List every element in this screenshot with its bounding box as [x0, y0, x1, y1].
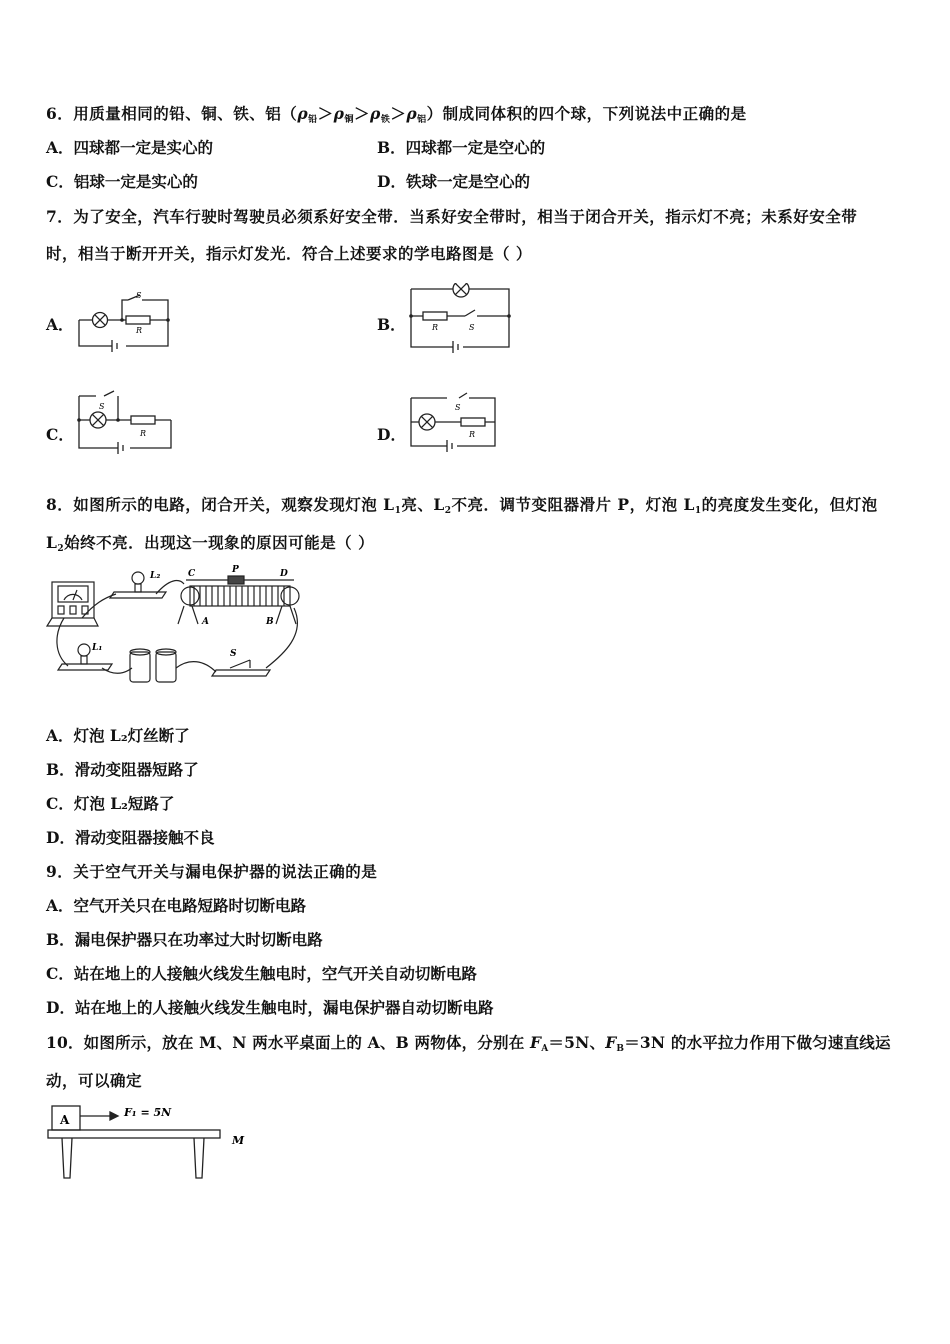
table-m-figure [44, 1098, 254, 1182]
force-label: F₁ = 5N [124, 1106, 172, 1119]
circuit-apparatus-figure [44, 564, 306, 690]
svg-text:S: S [469, 323, 475, 332]
circuit-diagram-d [405, 390, 501, 454]
resistor-label: R [136, 326, 143, 335]
svg-text:S: S [455, 403, 461, 412]
q9-option-a[interactable]: A．空气开关只在电路短路时切断电路 [46, 896, 307, 915]
table-label: M [232, 1134, 245, 1147]
figure-label-d: D [280, 569, 288, 579]
q8-option-b[interactable]: B．滑动变阻器短路了 [46, 760, 199, 779]
q7-option-a-label[interactable]: A． [46, 315, 74, 334]
q8-stem-line1: 8．如图所示的电路，闭合开关，观察发现灯泡 $L_1$亮、$L_2$不亮．调节变阻器滑片 P，灯泡 $L_1$的亮度发生变化，但灯泡 [46, 495, 878, 516]
block-a-label: A [60, 1113, 70, 1127]
q10-stem-line1: 10．如图所示，放在 M、N 两水平桌面上的 A、B 两物体，分别在 $F_A=5N$、$F_B=3N$ 的水平拉力作用下做匀速直线运 [46, 1033, 891, 1054]
q7-stem-line1: 7．为了安全，汽车行驶时驾驶员必须系好安全带．当系好安全带时，相当于闭合开关，指示灯不亮；未系好安全带 [46, 207, 858, 226]
q9-option-b[interactable]: B．漏电保护器只在功率过大时切断电路 [46, 930, 323, 949]
figure-label-p: P [232, 565, 239, 575]
svg-text:R: R [469, 430, 476, 439]
figure-label-l2: L₂ [150, 571, 161, 581]
figure-label-a: A [202, 617, 209, 627]
figure-label-c: C [188, 569, 196, 579]
q7-option-b-label[interactable]: B． [377, 315, 406, 334]
q8-option-c[interactable]: C．灯泡 L₂短路了 [46, 794, 175, 813]
q6-option-c[interactable]: C．铝球一定是实心的 [46, 172, 198, 191]
figure-label-l1: L₁ [92, 643, 103, 653]
q7-option-d-label[interactable]: D． [377, 425, 406, 444]
q6-stem: 6．用质量相同的铅、铜、铁、铝$(\rho_铅>\rho_铜>\rho_铁>\rho_铝)$制成同体积的四个球，下列说法中正确的是 [46, 104, 747, 125]
q7-option-c-label[interactable]: C． [46, 425, 74, 444]
svg-text:S: S [99, 402, 105, 411]
figure-label-b: B [266, 617, 274, 627]
q6-option-d[interactable]: D．铁球一定是空心的 [377, 172, 530, 191]
q8-option-a[interactable]: A．灯泡 L₂灯丝断了 [46, 726, 190, 745]
q9-option-c[interactable]: C．站在地上的人接触火线发生触电时，空气开关自动切断电路 [46, 964, 477, 983]
figure-label-s: S [230, 649, 237, 659]
q8-option-d[interactable]: D．滑动变阻器接触不良 [46, 828, 215, 847]
switch-label: S [136, 291, 142, 300]
circuit-diagram-a [74, 288, 176, 354]
svg-text:R: R [140, 429, 147, 438]
q7-stem-line2: 时，相当于断开开关，指示灯发光．符合上述要求的学电路图是（ ） [46, 244, 532, 263]
q6-option-a[interactable]: A．四球都一定是实心的 [46, 138, 214, 157]
svg-text:R: R [432, 323, 439, 332]
q8-stem-line2: $L_2$始终不亮．出现这一现象的原因可能是（ ） [46, 533, 375, 554]
q9-option-d[interactable]: D．站在地上的人接触火线发生触电时，漏电保护器自动切断电路 [46, 998, 494, 1017]
q6-option-b[interactable]: B．四球都一定是空心的 [377, 138, 546, 157]
circuit-diagram-b [405, 283, 515, 355]
q10-stem-line2: 动，可以确定 [46, 1071, 143, 1090]
circuit-diagram-c [74, 388, 178, 458]
q9-stem: 9．关于空气开关与漏电保护器的说法正确的是 [46, 862, 378, 881]
